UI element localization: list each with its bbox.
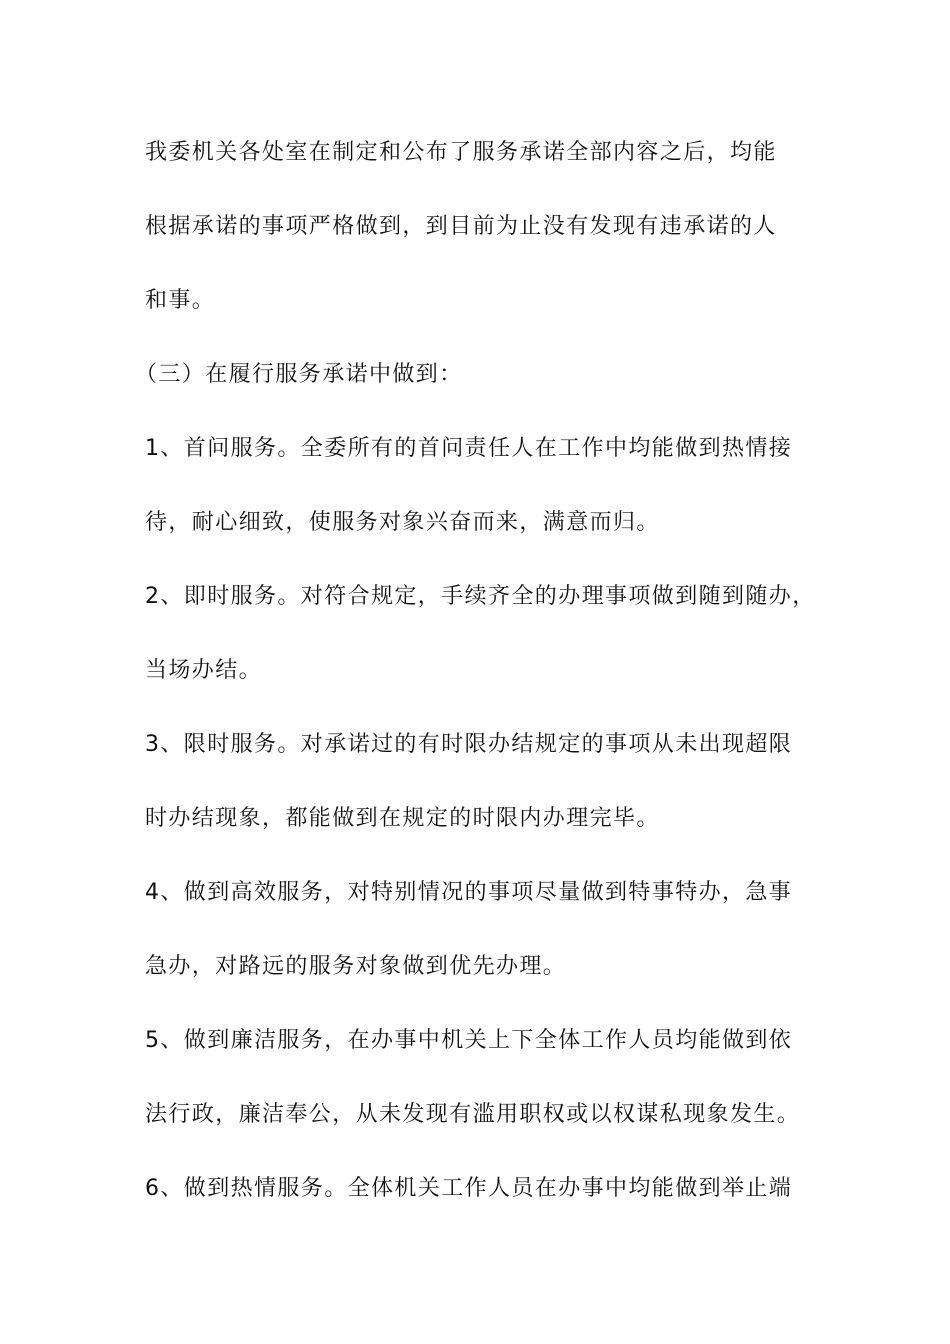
list-item-1-line-2: 待，耐心细致，使服务对象兴奋而来，满意而归。 [145, 510, 660, 535]
list-item-6-line-1: 6、做到热情服务。全体机关工作人员在办事中均能做到举止端 [145, 1176, 793, 1201]
list-item-2-line-1: 2、即时服务。对符合规定，手续齐全的办理事项做到随到随办， [145, 584, 816, 609]
paragraph-line-3: 和事。 [145, 288, 216, 313]
section-heading: （三）在履行服务承诺中做到： [135, 362, 463, 387]
list-item-2-line-2: 当场办结。 [145, 658, 263, 683]
list-item-4-line-2: 急办，对路远的服务对象做到优先办理。 [145, 954, 567, 979]
paragraph-line-2: 根据承诺的事项严格做到，到目前为止没有发现有违承诺的人 [145, 214, 777, 239]
list-item-5-line-1: 5、做到廉洁服务，在办事中机关上下全体工作人员均能做到依 [145, 1028, 793, 1053]
list-item-3-line-1: 3、限时服务。对承诺过的有时限办结规定的事项从未出现超限 [145, 732, 793, 757]
list-item-3-line-2: 时办结现象，都能做到在规定的时限内办理完毕。 [145, 806, 660, 831]
list-item-1-line-1: 1、首问服务。全委所有的首问责任人在工作中均能做到热情接 [145, 436, 793, 461]
list-item-5-line-2: 法行政，廉洁奉公，从未发现有滥用职权或以权谋私现象发生。 [145, 1102, 801, 1127]
list-item-4-line-1: 4、做到高效服务，对特别情况的事项尽量做到特事特办，急事 [145, 880, 793, 905]
paragraph-line-1: 我委机关各处室在制定和公布了服务承诺全部内容之后，均能 [145, 140, 777, 165]
